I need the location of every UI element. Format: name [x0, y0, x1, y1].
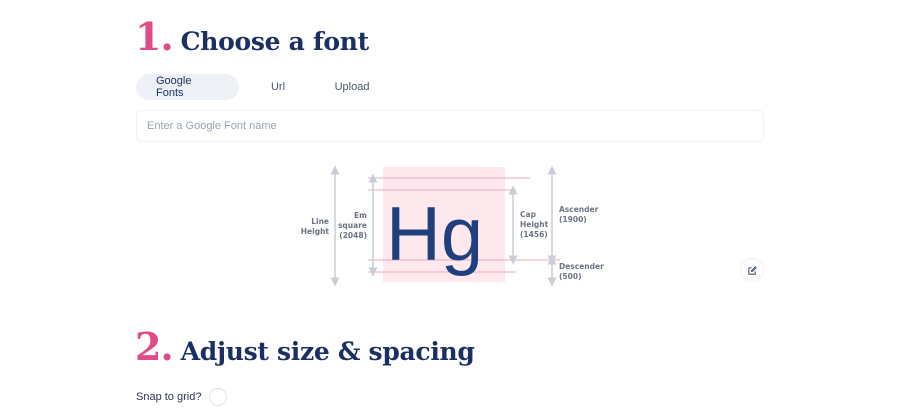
edit-icon: [747, 265, 758, 276]
section-2-title: Adjust size & spacing: [180, 337, 475, 366]
descender-label-1: Descender: [559, 262, 604, 271]
ascender-label-1: Ascender: [559, 205, 599, 214]
section-2-number: 2.: [135, 324, 173, 369]
line-height-label-1: Line: [311, 217, 329, 226]
em-square-label-1: Em: [354, 211, 367, 220]
ascender-label-2: (1900): [559, 215, 587, 224]
sample-glyphs: Hg: [386, 192, 484, 277]
em-square-label-2: square: [337, 221, 367, 230]
line-height-label-2: Height: [300, 227, 329, 236]
section-1-heading: [135, 14, 369, 59]
tab-url[interactable]: Url: [270, 81, 286, 93]
cap-height-label-2: Height: [520, 220, 549, 229]
snap-to-grid-row: [136, 388, 227, 406]
cap-height-label-1: Cap: [520, 210, 536, 219]
descender-label-2: (500): [559, 272, 582, 281]
cap-height-label-3: (1456): [520, 230, 548, 239]
google-font-input[interactable]: [136, 110, 764, 142]
section-1-number: 1.: [135, 14, 173, 59]
font-metrics-diagram: [0, 160, 900, 290]
snap-to-grid-toggle[interactable]: [209, 388, 227, 406]
edit-metrics-button[interactable]: [740, 258, 764, 282]
section-2-heading: [135, 324, 475, 369]
font-source-tabs: [136, 74, 387, 100]
em-square-label-3: (2048): [339, 231, 367, 240]
section-1-title: Choose a font: [180, 27, 369, 56]
snap-to-grid-label: Snap to grid?: [136, 391, 202, 403]
tab-google-fonts[interactable]: Google Fonts: [136, 74, 239, 100]
tab-upload[interactable]: Upload: [334, 81, 370, 93]
